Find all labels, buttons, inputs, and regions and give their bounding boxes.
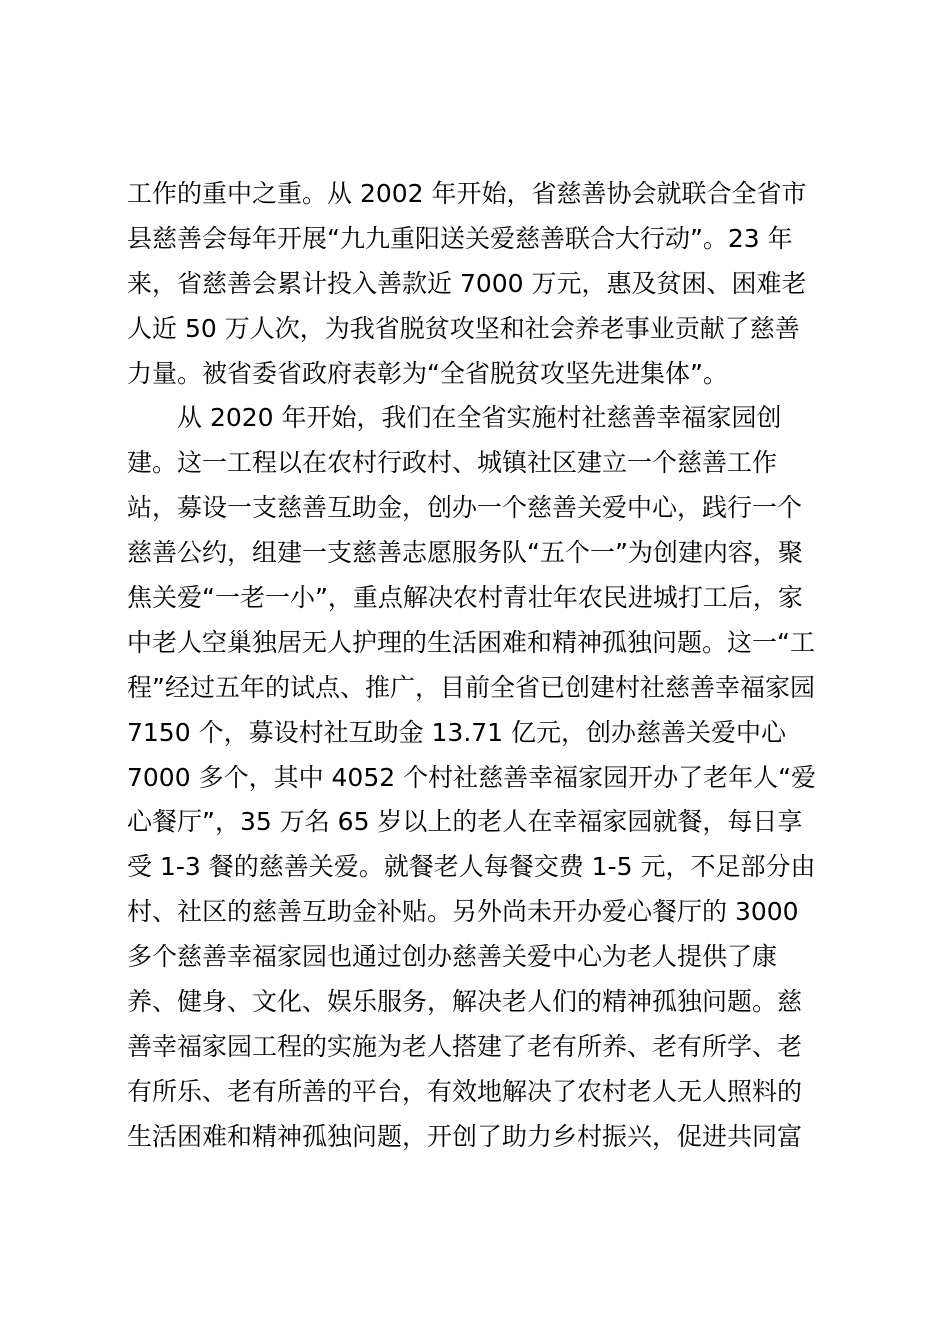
text-line: 村、社区的慈善互助金补贴。另外尚未开办爱心餐厅的 3000 xyxy=(127,897,799,927)
text-line: 力量。被省委省政府表彰为“全省脱贫攻坚先进集体”。 xyxy=(127,358,728,388)
text-line: 建。这一工程以在农村行政村、城镇社区建立一个慈善工作 xyxy=(127,448,778,478)
text-line: 站，募设一支慈善互助金，创办一个慈善关爱中心，践行一个 xyxy=(127,493,803,523)
text-line: 人近 50 万人次，为我省脱贫攻坚和社会养老事业贡献了慈善 xyxy=(127,313,800,343)
text-line: 慈善公约，组建一支慈善志愿服务队“五个一”为创建内容，聚 xyxy=(127,538,803,568)
text-line: 工作的重中之重。从 2002 年开始，省慈善协会就联合全省市 xyxy=(127,179,807,208)
text-line: 焦关爱“一老一小”，重点解决农村青壮年农民进城打工后，家 xyxy=(127,583,803,613)
text-line: 县慈善会每年开展“九九重阳送关爱慈善联合大行动”。23 年 xyxy=(127,223,793,253)
text-line: 中老人空巢独居无人护理的生活困难和精神孤独问题。这一“工 xyxy=(127,627,815,657)
text-line: 来，省慈善会累计投入善款近 7000 万元，惠及贫困、困难老 xyxy=(127,268,807,298)
body-text xyxy=(127,172,847,1160)
text-line: 程”经过五年的试点、推广，目前全省已创建村社慈善幸福家园 xyxy=(127,672,815,702)
text-line: 心餐厅”，35 万名 65 岁以上的老人在幸福家园就餐，每日享 xyxy=(127,807,803,837)
text-line: 7000 多个，其中 4052 个村社慈善幸福家园开办了老年人“爱 xyxy=(127,762,817,792)
text-line: 受 1-3 餐的慈善关爱。就餐老人每餐交费 1-5 元，不足部分由 xyxy=(127,852,816,882)
text-line: 7150 个，募设村社互助金 13.71 亿元，创办慈善关爱中心 xyxy=(127,717,787,747)
text-line: 多个慈善幸福家园也通过创办慈善关爱中心为老人提供了康 xyxy=(127,942,778,972)
text-line: 生活困难和精神孤独问题，开创了助力乡村振兴，促进共同富 xyxy=(127,1121,803,1151)
paragraph-start-line: 从 2020 年开始，我们在全省实施村社慈善幸福家园创 xyxy=(177,403,782,433)
text-line: 有所乐、老有所善的平台，有效地解决了农村老人无人照料的 xyxy=(127,1076,803,1106)
text-line: 养、健身、文化、娱乐服务，解决老人们的精神孤独问题。慈 xyxy=(127,987,803,1017)
text-line: 善幸福家园工程的实施为老人搭建了老有所养、老有所学、老 xyxy=(127,1031,803,1061)
